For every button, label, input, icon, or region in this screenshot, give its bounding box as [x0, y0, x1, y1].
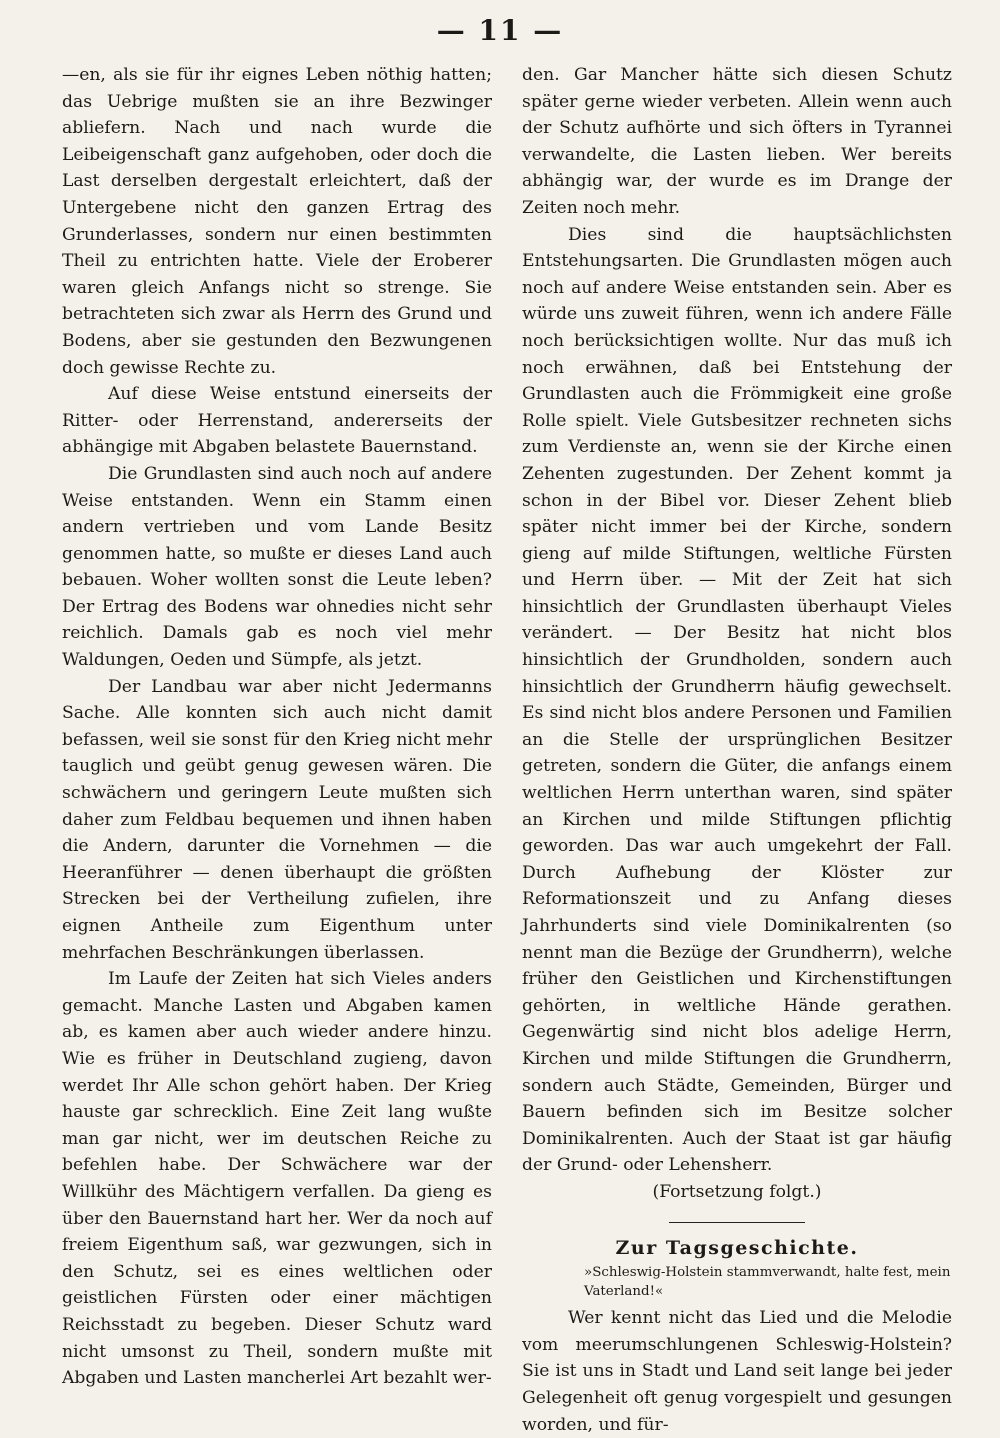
section-motto: »Schleswig-Holstein stammverwandt, halte fest, mein Vaterland!«	[584, 1265, 951, 1300]
section-divider	[669, 1222, 805, 1223]
continuation-note: (Fortsetzung folgt.)	[652, 1181, 822, 1202]
paragraph: —en, als sie für ihr eignes Leben nöthig hatten; das Uebrige mußten sie an ihre Bezwinger abliefern. Nach und nach wurde die Leibeigenschaft ganz aufgehoben, oder doch die Last derselben dergestalt erleichtert, daß der Untergebene nicht den ganzen Ertrag des Grunderlasses, sondern nur einen bestimmten Theil zu entrichten hatte. Viele der Eroberer waren gleich Anfangs nicht so strenge. Sie betrachteten sich zwar als Herrn des Grund und Bodens, aber sie gestunden den Bezwungenen doch gewisse Rechte zu.	[62, 65, 492, 378]
left-column	[62, 62, 492, 1392]
paragraph: den. Gar Mancher hätte sich diesen Schutz später gerne wieder verbeten. Allein wenn auch der Schutz aufhörte und sich öfters in Tyrannei verwandelte, die Lasten lieben. Wer bereits abhängig war, der wurde es im Drange der Zeiten noch mehr.	[522, 65, 952, 218]
paragraph: Im Laufe der Zeiten hat sich Vieles anders gemacht. Manche Lasten und Abgaben kamen ab, es kamen aber auch wieder andere hinzu. Wie es früher in Deutschland zugieng, davon werdet Ihr Alle schon gehört haben. Der Krieg hauste gar schrecklich. Eine Zeit lang wußte man gar nicht, wer im deutschen Reiche zu befehlen habe. Der Schwächere war der Willkühr des Mächtigern verfallen. Da gieng es über den Bauernstand hart her. Wer da noch auf freiem Eigenthum saß, war gezwungen, sich in den Schutz, sei es eines weltlichen oder geistlichen Fürsten oder einer mächtigen Reichsstadt zu begeben. Dieser Schutz ward nicht umsonst zu Theil, sondern mußte mit Abgaben und Lasten mancherlei Art bezahlt wer-	[62, 969, 492, 1389]
paragraph: Auf diese Weise entstund einerseits der Ritter- oder Herrenstand, andererseits der abhängige mit Abgaben belastete Bauernstand.	[62, 384, 492, 458]
page-number: — 11 —	[436, 14, 564, 47]
right-column	[522, 62, 952, 1438]
paragraph: Dies sind die hauptsächlichsten Entstehungsarten. Die Grundlasten mögen auch noch auf andere Weise entstanden sein. Aber es würde uns zuweit führen, wenn ich andere Fälle noch berücksichtigen wollte. Nur das muß ich noch erwähnen, daß bei Entstehung der Grundlasten auch die Frömmigkeit eine große Rolle spielt. Viele Gutsbesitzer rechneten sichs zum Verdienste an, wenn sie der Kirche einen Zehenten zugestunden. Der Zehent kommt ja schon in der Bibel vor. Dieser Zehent blieb später nicht immer bei der Kirche, sondern gieng auf milde Stiftungen, weltliche Fürsten und Herrn über. — Mit der Zeit hat sich hinsichtlich der Grundlasten überhaupt Vieles verändert. — Der Besitz hat nicht blos hinsichtlich der Grundholden, sondern auch hinsichtlich der Grundherrn häufig gewechselt. Es sind nicht blos andere Personen und Familien an die Stelle der ursprünglichen Besitzer getreten, sondern die Güter, die anfangs einem weltlichen Herrn unterthan waren, sind später an Kirchen und milde Stiftungen pflichtig geworden. Das war auch umgekehrt der Fall. Durch Aufhebung der Klöster zur Reformationszeit und zu Anfang dieses Jahrhunderts sind viele Dominikalrenten (so nennt man die Bezüge der Grundherrn), welche früher den Geistlichen und Kirchenstiftungen gehörten, in weltliche Hände gerathen. Gegenwärtig sind nicht blos adelige Herrn, Kirchen und milde Stiftungen die Grundherrn, sondern auch Städte, Gemeinden, Bürger und Bauern befinden sich im Besitze solcher Dominikalrenten. Auch der Staat ist gar häufig der Grund- oder Lehensherr.	[522, 224, 952, 1176]
paragraph: Der Landbau war aber nicht Jedermanns Sache. Alle konnten sich auch nicht damit befassen, weil sie sonst für den Krieg nicht mehr tauglich und geübt genug gewesen wären. Die schwächern und geringern Leute mußten sich daher zum Feldbau bequemen und ihnen haben die Andern, darunter die Vornehmen — die Heeranführer — denen überhaupt die größten Strecken bei der Vertheilung zufielen, ihre eignen Antheile zum Eigenthum unter mehrfachen Beschränkungen überlassen.	[62, 676, 492, 963]
paragraph: Wer kennt nicht das Lied und die Melodie vom meerumschlungenen Schleswig-Holstein? Sie ist uns in Stadt und Land seit lange bei jeder Gelegenheit oft genug vorgespielt und gesungen worden, und für-	[522, 1308, 952, 1435]
section-title: Zur Tagsgeschichte.	[615, 1236, 859, 1259]
paragraph: Die Grundlasten sind auch noch auf andere Weise entstanden. Wenn ein Stamm einen andern vertrieben und vom Lande Besitz genommen hatte, so mußte er dieses Land auch bebauen. Woher wollten sonst die Leute leben? Der Ertrag des Bodens war ohnedies nicht sehr reichlich. Damals gab es noch viel mehr Waldungen, Oeden und Sümpfe, als jetzt.	[62, 463, 492, 671]
